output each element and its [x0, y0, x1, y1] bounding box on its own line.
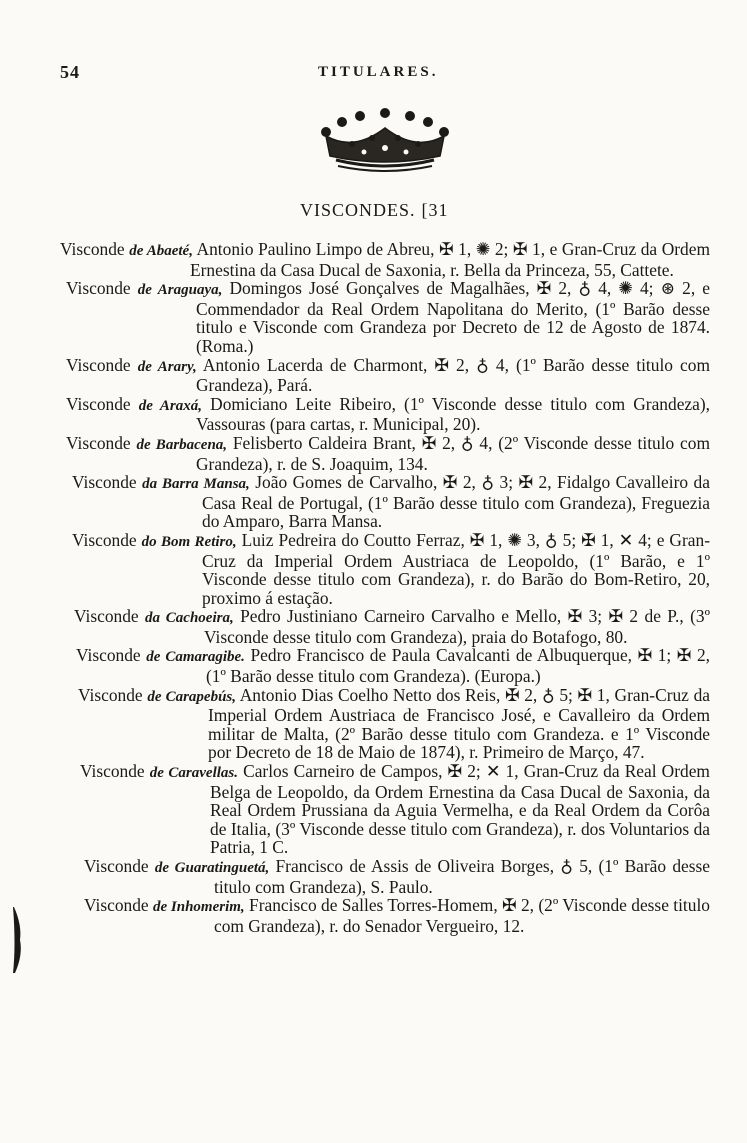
- entry-place: da Cachoeira,: [145, 610, 234, 627]
- entry-body: Antonio Dias Coelho Netto dos Reis, ✠ 2, ♁ 5; ✠ 1, Gran-Cruz da Imperial Ordem Austriaca de Francisco José, e Cavalleiro da Ordem militar de Malta, (2º Barão desse titulo com Grandeza. e 1º Visconde por Decreto de 18 de Maio de 1874), r. Primeiro de Março, 47.: [208, 684, 710, 763]
- entry-body: Pedro Francisco de Paula Cavalcanti de Albuquerque, ✠ 1; ✠ 2, (1º Barão desse titulo com Grandeza). (Europa.): [206, 645, 710, 687]
- entry-place: de Araguaya,: [137, 282, 223, 299]
- entry-barbacena: [66, 434, 710, 473]
- entry-place: da Barra Mansa,: [142, 476, 250, 493]
- entry-title: Visconde: [84, 856, 149, 876]
- entry-body: João Gomes de Carvalho, ✠ 2, ♁ 3; ✠ 2, Fidalgo Cavalleiro da Casa Real de Portugal, (1º Barão desse titulo com Grandeza), Freguezia do Amparo, Barra Mansa.: [202, 472, 710, 532]
- entry-body: Antonio Paulino Limpo de Abreu, ✠ 1, ✺ 2; ✠ 1, e Gran-Cruz da Ordem Ernestina da Casa Ducal de Saxonia, r. Bella da Princeza, 55, Cattete.: [190, 239, 710, 280]
- entry-title: Visconde: [84, 895, 149, 916]
- entry-camaragibe: [76, 646, 710, 685]
- entry-body: Francisco de Salles Torres-Homem, ✠ 2, (2º Visconde desse titulo com Grandeza), r. do Senador Vergueiro, 12.: [214, 895, 710, 936]
- running-head: TITULARES.: [318, 64, 439, 80]
- entry-carapebus: [78, 686, 710, 762]
- entry-body: Domingos José Gonçalves de Magalhães, ✠ 2, ♁ 4, ✺ 4; ⊛ 2, e Commendador da Real Ordem Napolitana do Merito, (1º Barão desse titulo e Visconde com Grandeza por Decreto de 12 de Agosto de 1874. (Roma.): [196, 278, 711, 356]
- entry-body: Antonio Lacerda de Charmont, ✠ 2, ♁ 4, (1º Barão desse titulo com Grandeza), Pará.: [196, 354, 710, 396]
- entry-place: de Camaragibe.: [146, 649, 245, 666]
- entry-title: Visconde: [66, 278, 131, 299]
- section-mark: [31: [421, 200, 449, 220]
- entry-body: Felisberto Caldeira Brant, ✠ 2, ♁ 4, (2º Visconde desse titulo com Grandeza), r. de S. Joaquim, 134.: [196, 432, 710, 474]
- entry-barra-mansa: [72, 473, 710, 531]
- entry-place: de Barbacena,: [136, 436, 228, 453]
- entry-caravellas: [80, 762, 710, 857]
- entry-title: Visconde: [78, 684, 143, 705]
- entries-list: [60, 240, 710, 935]
- binding-shadow-icon: [12, 905, 24, 975]
- entry-abaete: [60, 240, 710, 279]
- crown-ornament-icon: [316, 108, 454, 174]
- entry-place: de Araxá,: [138, 397, 203, 414]
- entry-title: Visconde: [74, 606, 139, 627]
- entry-body: Pedro Justiniano Carneiro Carvalho e Mello, ✠ 3; ✠ 2 de P., (3º Visconde desse titulo com Grandeza), praia do Botafogo, 80.: [204, 606, 710, 647]
- entry-body: Luiz Pedreira do Coutto Ferraz, ✠ 1, ✺ 3, ♁ 5; ✠ 1, ✕ 4; e Gran-Cruz da Imperial Ordem Austriaca de Leopoldo, (1º Barão, e 1º Visconde desse titulo com Grandeza), r. do Barão do Bom-Retiro, 20, proximo á estação.: [202, 529, 710, 608]
- entry-title: Visconde: [66, 393, 131, 414]
- entry-inhomerim: [84, 896, 710, 935]
- entry-place: de Guaratinguetá,: [154, 860, 270, 876]
- entry-bom-retiro: [72, 531, 710, 607]
- page-number: 54: [60, 62, 80, 82]
- entry-body: Francisco de Assis de Oliveira Borges, ♁ 5, (1º Barão desse titulo com Grandeza), S. Paulo.: [214, 856, 710, 897]
- entry-body: Domiciano Leite Ribeiro, (1º Visconde desse titulo com Grandeza), Vassouras (para cartas, r. Municipal, 20).: [196, 393, 710, 435]
- entry-place: de Abaeté,: [129, 243, 193, 259]
- entry-place: de Caravellas.: [149, 765, 238, 782]
- entry-title: Visconde: [72, 529, 137, 550]
- entry-place: de Carapebús,: [147, 688, 236, 705]
- entry-title: Visconde: [66, 432, 131, 453]
- entry-cachoeira: [74, 607, 710, 646]
- entry-title: Visconde: [66, 354, 131, 375]
- entry-place: de Inhomerim,: [153, 899, 245, 916]
- entry-arary: [66, 356, 710, 395]
- entry-araguaya: [66, 279, 710, 355]
- entry-title: Visconde: [72, 472, 137, 493]
- entry-guaratingueta: [84, 857, 710, 896]
- entry-place: de Arary,: [137, 358, 197, 375]
- entry-title: Visconde: [60, 239, 125, 259]
- entry-title: Visconde: [80, 761, 145, 782]
- section-title: [300, 200, 449, 221]
- section-title-text: VISCONDES.: [300, 200, 416, 220]
- entry-body: Carlos Carneiro de Campos, ✠ 2; ✕ 1, Gran-Cruz da Real Ordem Belga de Leopoldo, da Ordem Ernestina da Casa Ducal de Saxonia, da Real Ordem Prussiana da Aguia Vermelha, e da Real Ordem da Corôa de Italia, (3º Visconde desse titulo com Grandeza), r. dos Voluntarios da Patria, 1 C.: [210, 761, 710, 858]
- entry-place: do Bom Retiro,: [141, 533, 237, 550]
- entry-araxa: [66, 395, 710, 434]
- entry-title: Visconde: [76, 645, 141, 666]
